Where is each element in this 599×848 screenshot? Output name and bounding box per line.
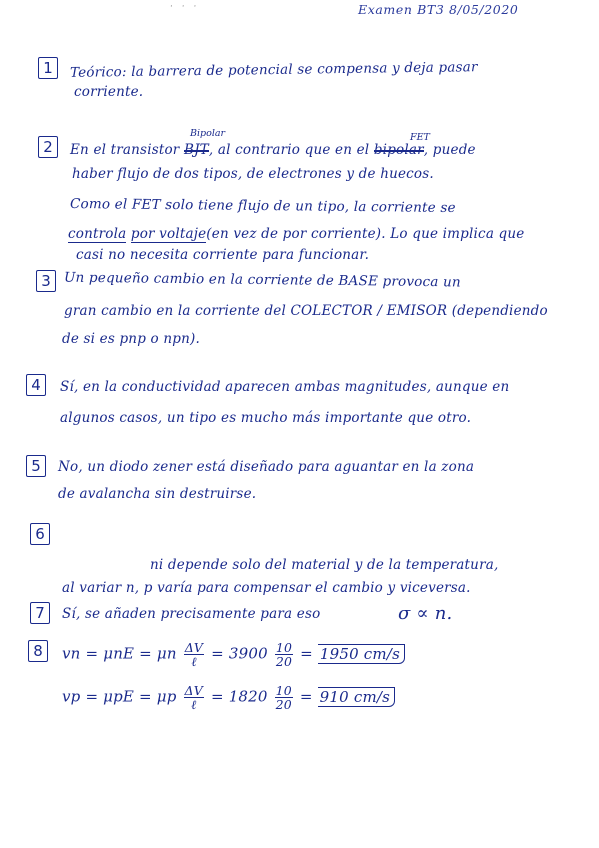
- q2-line-1: [70, 142, 476, 159]
- q8-f1-eq: =: [300, 644, 313, 663]
- q1-line-2: corriente.: [74, 84, 144, 100]
- question-number-7: 7: [30, 602, 50, 624]
- q2-line-4: [68, 226, 524, 243]
- q3-line-3: de si es pnp o npn).: [62, 331, 200, 347]
- q8-f1-result: 1950 cm/s: [318, 644, 405, 664]
- q8-f2-eq: =: [299, 687, 313, 706]
- q8-f2-fraction-dv-l: $\frac{\Delta V}{\text{ℓ}}$: [184, 683, 203, 712]
- q8-formula-electrons: [62, 641, 405, 668]
- question-number-6: 6: [30, 523, 50, 545]
- q6-line-1: ni depende solo del material y de la temperatura,: [150, 557, 499, 573]
- q8-formula-holes: [62, 684, 395, 711]
- q8-f2-result: 910 cm/s: [318, 687, 395, 707]
- q5-line-2: de avalancha sin destruirse.: [58, 486, 257, 502]
- q2-line-1-c: , puede: [423, 142, 476, 158]
- q2-line-4-rest: (en vez de por corriente). Lo que implica que: [206, 226, 525, 242]
- q8-f2-left: vp = μpE = μp: [62, 687, 177, 706]
- q7-line-1: Sí, se añaden precisamente para eso: [62, 606, 321, 622]
- q2-line-1-a: En el transistor: [70, 142, 180, 158]
- q2-note-bipolar: Bipolar: [190, 128, 226, 139]
- question-number-4: 4: [26, 374, 46, 396]
- q2-struck-bipolar: bipolar: [373, 142, 424, 158]
- q2-underline-controla: controla: [68, 226, 127, 242]
- q8-f2-fraction-10-20: $\frac{10}{20}$: [275, 683, 292, 712]
- q3-line-2: gran cambio en la corriente del COLECTOR / EMISOR (dependiendo: [64, 303, 548, 319]
- q2-note-fet: FET: [410, 132, 430, 143]
- q8-f1-fraction-dv-l: $\frac{\Delta V}{\text{ℓ}}$: [184, 640, 204, 669]
- q7-relation: σ ∝ n.: [398, 603, 453, 624]
- q8-f1-fraction-10-20: $\frac{10}{20}$: [275, 640, 293, 669]
- q5-line-1: No, un diodo zener está diseñado para aguantar en la zona: [58, 459, 475, 475]
- question-number-5: 5: [26, 455, 46, 477]
- q2-struck-bjt: BJT: [183, 142, 209, 158]
- q2-line-1-b: , al contrario que en el: [208, 142, 370, 158]
- q8-f1-left: vn = μnE = μn: [62, 644, 177, 663]
- q3-line-1: Un pequeño cambio en la corriente de BASE provoca un: [63, 269, 461, 291]
- q8-f1-mid: = 3900: [211, 644, 268, 663]
- q4-line-1: Sí, en la conductividad aparecen ambas magnitudes, aunque en: [60, 379, 510, 395]
- question-number-3: 3: [36, 270, 56, 292]
- question-number-2: 2: [38, 136, 58, 158]
- q2-line-3: Como el FET solo tiene flujo de un tipo, la corriente se: [69, 195, 456, 217]
- q2-underline-voltaje: por voltaje: [130, 226, 207, 242]
- question-number-1: 1: [38, 57, 58, 79]
- q6-line-2: al variar n, p varía para compensar el cambio y viceversa.: [62, 580, 471, 596]
- exam-header: Examen BT3 8/05/2020: [358, 2, 519, 17]
- q8-f2-mid: = 1820: [210, 687, 268, 706]
- q1-line-1: Teórico: la barrera de potencial se compensa y deja pasar: [69, 59, 478, 81]
- scan-speck: · · ·: [170, 2, 200, 12]
- question-number-8: 8: [28, 640, 48, 662]
- q2-line-2: haber flujo de dos tipos, de electrones y de huecos.: [72, 166, 434, 182]
- q4-line-2: algunos casos, un tipo es mucho más importante que otro.: [60, 410, 472, 426]
- q2-line-5: casi no necesita corriente para funcionar.: [76, 247, 370, 263]
